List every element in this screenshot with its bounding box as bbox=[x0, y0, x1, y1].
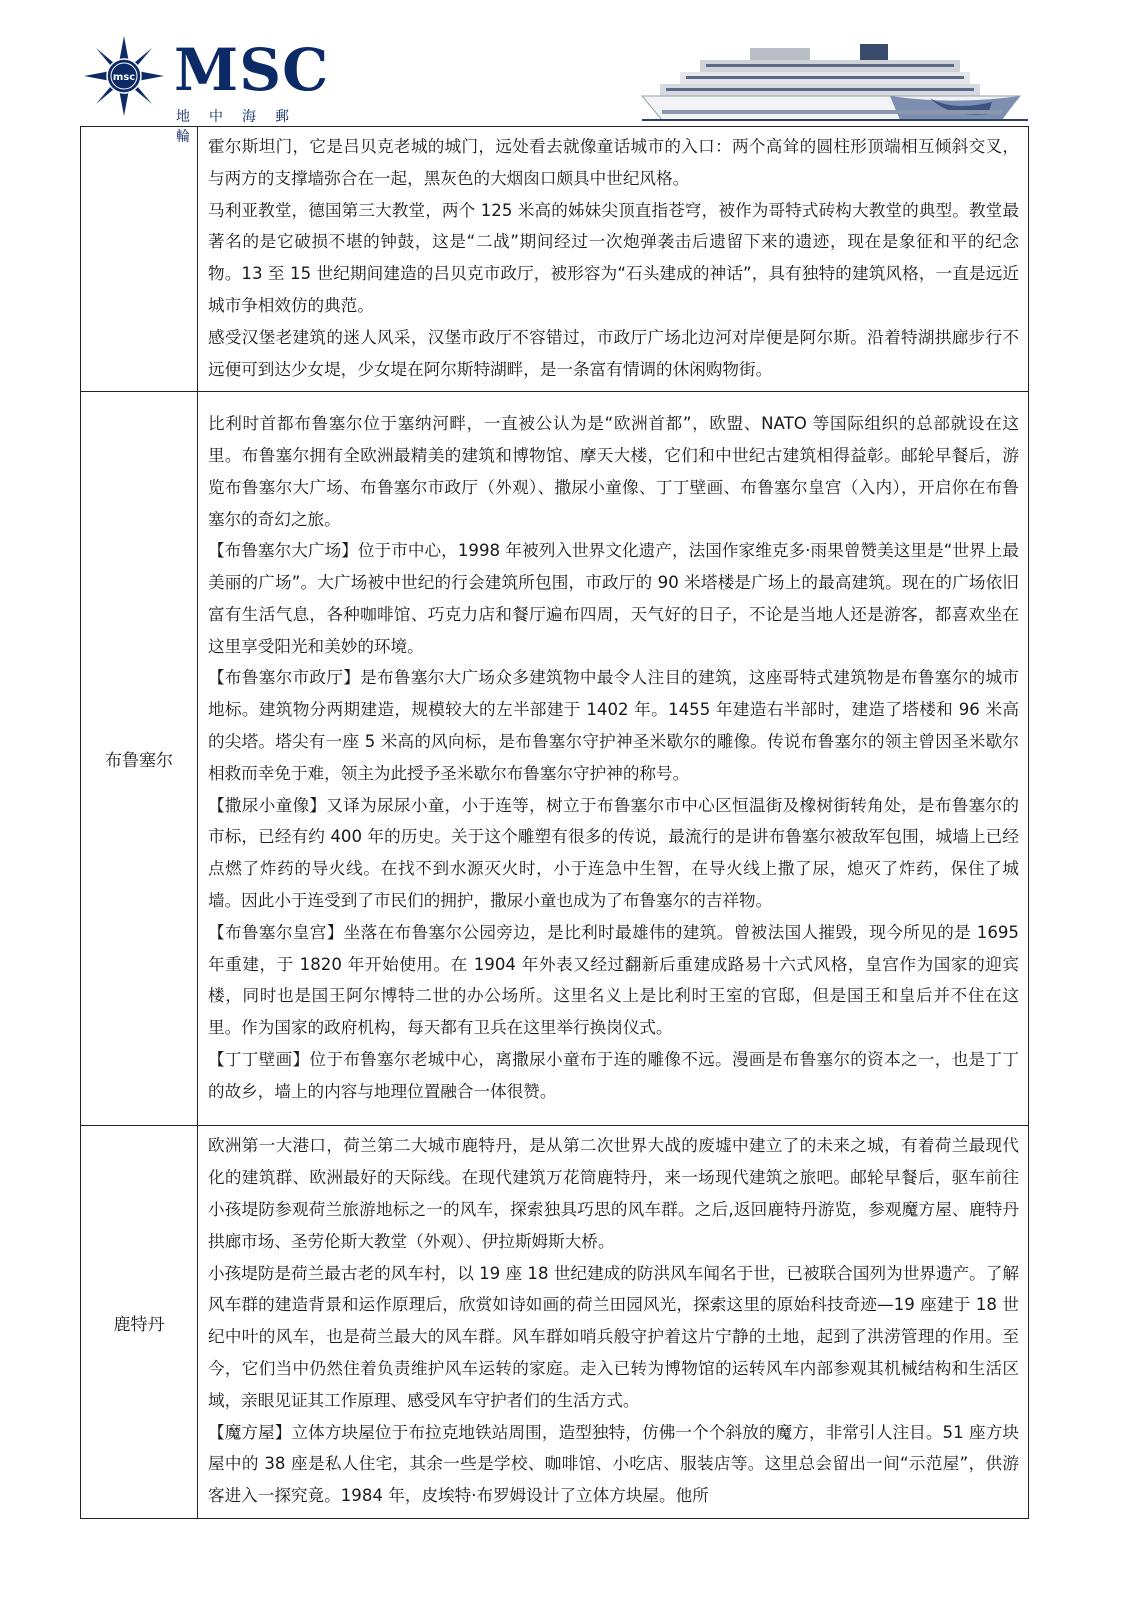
table-row bbox=[81, 127, 1029, 392]
itinerary-table bbox=[80, 126, 1029, 1519]
paragraph: 【布鲁塞尔市政厅】是布鲁塞尔大广场众多建筑物中最令人注目的建筑，这座哥特式建筑物是布鲁塞尔的城市地标。建筑物分两期建造，规模较大的左半部建于 1402 年。1455 年建造右半部时，建造了塔楼和 96 米高的尖塔。塔尖有一座 5 米高的风向标，是布鲁塞尔守护神圣米歇尔的雕像。传说布鲁塞尔的领主曾因圣米歇尔相救而幸免于难，领主为此授予圣米歇尔布鲁塞尔守护神的称号。 bbox=[208, 668, 1019, 783]
description-cell bbox=[198, 392, 1029, 1126]
table-row bbox=[81, 392, 1029, 1126]
paragraph: 【布鲁塞尔大广场】位于市中心，1998 年被列入世界文化遗产，法国作家维克多·雨果曾赞美这里是“世界上最美丽的广场”。大广场被中世纪的行会建筑所包围，市政厅的 90 米塔楼是广场上的最高建筑。现在的广场依旧富有生活气息，各种咖啡馆、巧克力店和餐厅遍布四周，天气好的日子，不论是当地人还是游客，都喜欢坐在这里享受阳光和美妙的环境。 bbox=[208, 541, 1019, 656]
emblem-text: msc bbox=[112, 72, 136, 83]
page-header bbox=[0, 0, 1131, 145]
paragraph: 【撒尿小童像】又译为尿尿小童，小于连等，树立于布鲁塞尔市中心区恒温街及橡树街转角处，是布鲁塞尔的市标，已经有约 400 年的历史。关于这个雕塑有很多的传说，最流行的是讲布鲁塞尔被敌军包围，城墙上已经点燃了炸药的导火线。在找不到水源灭火时，小于连急中生智，在导火线上撒了尿，熄灭了炸药，保住了城墙。因此小于连受到了市民们的拥护，撒尿小童也成为了布鲁塞尔的吉祥物。 bbox=[208, 795, 1019, 911]
paragraph: 【魔方屋】立体方块屋位于布拉克地铁站周围，造型独特，仿佛一个个斜放的魔方，非常引人注目。51 座方块屋中的 38 座是私人住宅，其余一些是学校、咖啡馆、小吃店、服装店等。这里总会留出一间“示范屋”，供游客进入一探究竟。1984 年，皮埃特·布罗姆设计了立体方块屋。他所 bbox=[208, 1422, 1019, 1506]
paragraph: 马利亚教堂，德国第三大教堂，两个 125 米高的姊妹尖顶直指苍穹，被作为哥特式砖构大教堂的典型。教堂最著名的是它破损不堪的钟鼓，这是“二战”期间经过一次炮弹袭击后遗留下来的遗迹，现在是象征和平的纪念物。13 至 15 世纪期间建造的吕贝克市政厅，被形容为“石头建成的神话”，具有独特的建筑风格，一直是远近城市争相效仿的典范。 bbox=[208, 200, 1019, 315]
paragraph: 【丁丁壁画】位于布鲁塞尔老城中心，离撒尿小童布于连的雕像不远。漫画是布鲁塞尔的资本之一，也是丁丁的故乡，墙上的内容与地理位置融合一体很赞。 bbox=[208, 1050, 1019, 1101]
city-cell bbox=[81, 127, 198, 392]
msc-logo bbox=[82, 34, 332, 145]
description-cell bbox=[198, 1126, 1029, 1519]
table-row bbox=[81, 1126, 1029, 1519]
paragraph: 比利时首都布鲁塞尔位于塞纳河畔，一直被公认为是“欧洲首都”，欧盟、NATO 等国际组织的总部就设在这里。布鲁塞尔拥有全欧洲最精美的建筑和博物馆、摩天大楼，它们和中世纪古建筑相得益彰。邮轮早餐后，游览布鲁塞尔大广场、布鲁塞尔市政厅（外观）、撒尿小童像、丁丁壁画、布鲁塞尔皇宫（入内），开启你在布鲁塞尔的奇幻之旅。 bbox=[208, 414, 1019, 529]
paragraph: 小孩堤防是荷兰最古老的风车村，以 19 座 18 世纪建成的防洪风车闻名于世，已被联合国列为世界遗产。了解风车群的建造背景和运作原理后，欣赏如诗如画的荷兰田园风光，探索这里的原始科技奇迹—19 座建于 18 世纪中叶的风车，也是荷兰最大的风车群。风车群如哨兵般守护着这片宁静的土地，起到了洪涝管理的作用。至今，它们当中仍然住着负责维护风车运转的家庭。走入已转为博物馆的运转风车内部参观其机械结构和生活区域，亲眼见证其工作原理、感受风车守护者们的生活方式。 bbox=[208, 1263, 1019, 1410]
paragraph: 【布鲁塞尔皇宫】坐落在布鲁塞尔公园旁边，是比利时最雄伟的建筑。曾被法国人摧毁，现今所见的是 1695 年重建，于 1820 年开始使用。在 1904 年外表又经过翻新后重建成路易十六式风格，皇宫作为国家的迎宾楼，同时也是国王阿尔博特二世的办公场所。这里名义上是比利时王室的官邸，但是国王和皇后并不住在这里。作为国家的政府机构，每天都有卫兵在这里举行换岗仪式。 bbox=[208, 922, 1019, 1038]
description-cell bbox=[198, 127, 1029, 392]
cruise-ship-illustration bbox=[640, 40, 1030, 126]
city-cell: 鹿特丹 bbox=[81, 1126, 198, 1519]
compass-star-icon bbox=[82, 34, 166, 118]
city-cell: 布鲁塞尔 bbox=[81, 392, 198, 1126]
paragraph: 欧洲第一大港口，荷兰第二大城市鹿特丹，是从第二次世界大战的废墟中建立了的未来之城，有着荷兰最现代化的建筑群、欧洲最好的天际线。在现代建筑万花筒鹿特丹，来一场现代建筑之旅吧。邮轮早餐后，驱车前往小孩堤防参观荷兰旅游地标之一的风车，探索独具巧思的风车群。之后,返回鹿特丹游览，参观魔方屋、鹿特丹拱廊市场、圣劳伦斯大教堂（外观）、伊拉斯姆斯大桥。 bbox=[208, 1136, 1019, 1251]
paragraph: 霍尔斯坦门，它是吕贝克老城的城门，远处看去就像童话城市的入口：两个高耸的圆柱形顶端相互倾斜交叉，与两方的支撑墙弥合在一起，黑灰色的大烟囱口颇具中世纪风格。 bbox=[208, 137, 1019, 188]
paragraph: 感受汉堡老建筑的迷人风采，汉堡市政厅不容错过，市政厅广场北边河对岸便是阿尔斯。沿着特湖拱廊步行不远便可到达少女堤，少女堤在阿尔斯特湖畔，是一条富有情调的休闲购物街。 bbox=[208, 327, 1019, 379]
brand-subtitle: 地中海郵輪 bbox=[176, 109, 308, 145]
brand-name: MSC bbox=[174, 36, 330, 104]
